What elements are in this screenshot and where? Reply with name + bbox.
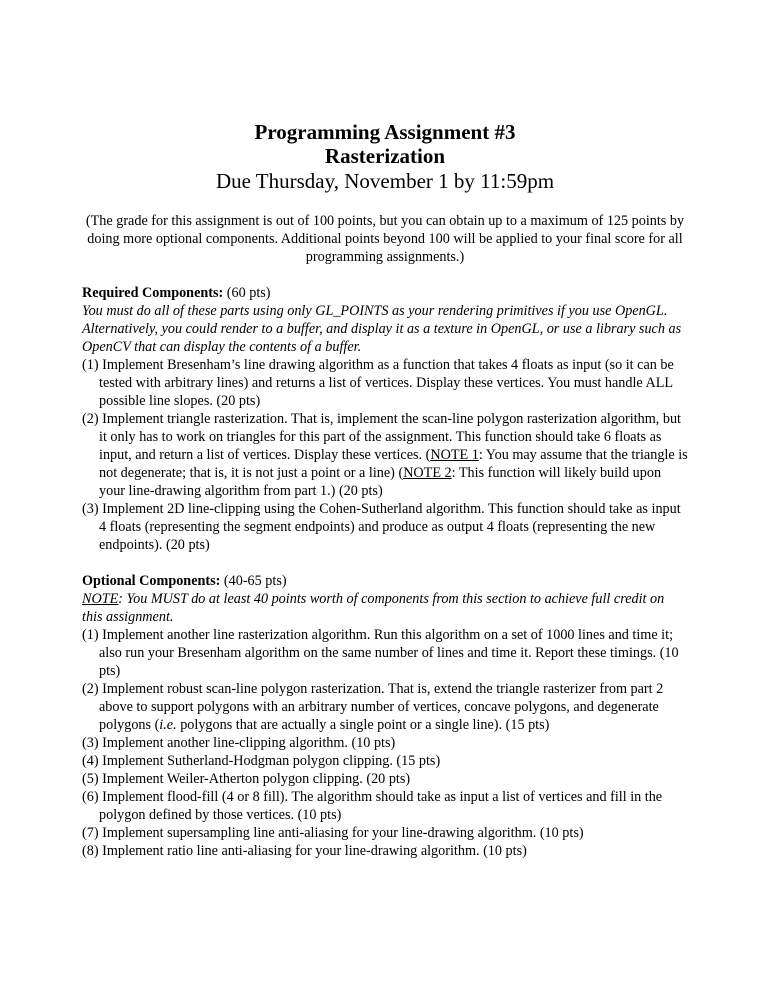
required-label: Required Components: xyxy=(82,285,224,301)
optional-item-6: (6) Implement flood-fill (4 or 8 fill). The algorithm should take as input a list of vertices and fill in the polygon defined by those vertices. (10 pts) xyxy=(82,789,663,823)
optional-item-8: (8) Implement ratio line anti-aliasing for your line-drawing algorithm. (10 pts) xyxy=(82,843,527,859)
optional-item-7: (7) Implement supersampling line anti-aliasing for your line-drawing algorithm. (10 pts) xyxy=(82,825,584,841)
required-item-2-text-a: (2) Implement triangle rasterization. That is, implement the scan-line polygon rasterization algorithm, but it only has to work on triangles for this part of the assignment. This function should take 6 floats as input, and return a list of vertices. Display these vertices. ( xyxy=(82,411,681,463)
required-section xyxy=(82,284,688,554)
title-line-1: Programming Assignment #3 xyxy=(254,120,516,144)
required-points: (60 pts) xyxy=(223,285,271,301)
required-list xyxy=(82,356,688,554)
optional-item-1: (1) Implement another line rasterization algorithm. Run this algorithm on a set of 1000 lines and time it; also run your Bresenham algorithm on the same number of lines and time it. Report these timings. (10 pts) xyxy=(82,627,679,679)
required-item-2 xyxy=(82,410,688,500)
required-item-2-text-b: : You may assume that the triangle is not degenerate; that is, it is not just a point or a line) ( xyxy=(99,447,688,481)
optional-heading xyxy=(82,572,688,590)
ie-abbreviation: i.e. xyxy=(159,717,177,733)
optional-item-2 xyxy=(82,680,688,734)
optional-label: Optional Components: xyxy=(82,573,221,589)
note-1-label: NOTE 1 xyxy=(430,447,479,463)
assignment-document xyxy=(82,120,688,860)
due-date: Due Thursday, November 1 by 11:59pm xyxy=(215,169,555,193)
optional-intro xyxy=(82,590,688,626)
required-item-1: (1) Implement Bresenham’s line drawing algorithm as a function that takes 4 floats as input (so it can be tested with arbitrary lines) and returns a list of vertices. Display these vertices. You must handle ALL possible line slopes. (20 pts) xyxy=(82,357,674,409)
optional-item-4: (4) Implement Sutherland-Hodgman polygon clipping. (15 pts) xyxy=(82,753,441,769)
optional-item-3: (3) Implement another line-clipping algorithm. (10 pts) xyxy=(82,735,396,751)
optional-item-2-text-a: (2) Implement robust scan-line polygon rasterization. That is, extend the triangle rasterizer from part 2 above to support polygons with an arbitrary number of vertices, concave polygons, and degenerate polygons ( xyxy=(82,681,664,733)
optional-list xyxy=(82,626,688,860)
optional-section xyxy=(82,572,688,860)
required-item-3: (3) Implement 2D line-clipping using the Cohen-Sutherland algorithm. This function should take as input 4 floats (representing the segment endpoints) and produce as output 4 floats (representing the new endpoints). (20 pts) xyxy=(82,501,681,553)
required-intro: You must do all of these parts using only GL_POINTS as your rendering primitives if you use OpenGL. Alternatively, you could render to a buffer, and display it as a texture in OpenGL, or use a library such as OpenCV that can display the contents of a buffer. xyxy=(82,303,682,355)
grading-note: (The grade for this assignment is out of 100 points, but you can obtain up to a maximum of 125 points by doing more optional components. Additional points beyond 100 will be applied to your final score for all programming assignments.) xyxy=(85,213,685,265)
note-2-label: NOTE 2 xyxy=(403,465,452,481)
required-heading xyxy=(82,284,688,302)
optional-item-2-text-b: polygons that are actually a single point or a single line). (15 pts) xyxy=(176,717,550,733)
optional-item-5: (5) Implement Weiler-Atherton polygon clipping. (20 pts) xyxy=(82,771,411,787)
optional-intro-text: : You MUST do at least 40 points worth of components from this section to achieve full credit on this assignment. xyxy=(82,591,665,625)
title-line-2: Rasterization xyxy=(324,144,446,168)
required-item-2-text-c: : This function will likely build upon your line-drawing algorithm from part 1.) (20 pts) xyxy=(99,465,662,499)
optional-points: (40-65 pts) xyxy=(220,573,287,589)
optional-note-label: NOTE xyxy=(82,591,119,607)
